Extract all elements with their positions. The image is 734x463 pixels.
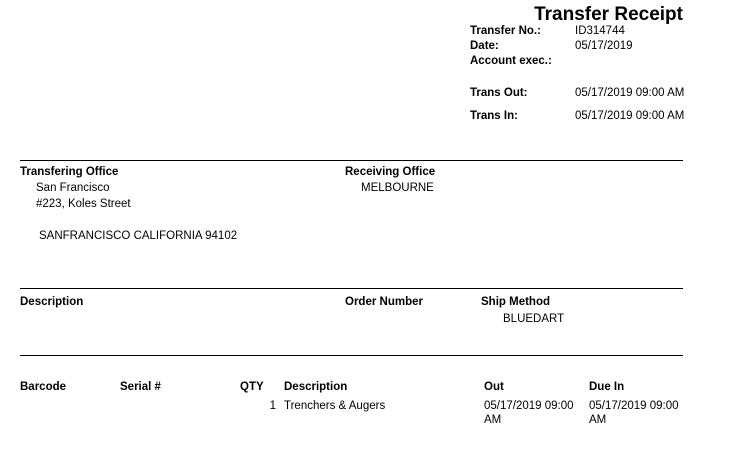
meta-row-trans-in xyxy=(470,109,685,124)
meta-label-transfer-no: Transfer No.: xyxy=(470,25,541,37)
divider-summary-top xyxy=(20,288,683,289)
meta-label-account-exec: Account exec.: xyxy=(470,55,552,67)
transferring-office-block xyxy=(20,166,340,212)
cell-serial xyxy=(120,399,240,427)
meta-value-trans-out: 05/17/2019 09:00 AM xyxy=(575,87,685,99)
summary-order-number-heading: Order Number xyxy=(345,296,423,308)
transferring-office-full-address: SANFRANCISCO CALIFORNIA 94102 xyxy=(39,230,238,242)
meta-row-transfer-no xyxy=(470,24,685,39)
meta-value-transfer-no: ID314744 xyxy=(575,25,625,37)
header-meta-block xyxy=(470,24,685,124)
column-header-serial: Serial # xyxy=(120,381,161,393)
column-header-qty: QTY xyxy=(240,381,264,393)
column-header-due-in: Due In xyxy=(589,381,625,393)
cell-due-in: 05/17/2019 09:00 AM xyxy=(589,400,679,426)
cell-out: 05/17/2019 09:00 AM xyxy=(484,400,574,426)
meta-spacer xyxy=(470,69,685,86)
column-header-out: Out xyxy=(484,381,504,393)
receiving-office-heading: Receiving Office xyxy=(345,166,436,178)
meta-label-date: Date: xyxy=(470,40,499,52)
meta-value-date: 05/17/2019 xyxy=(575,40,633,52)
items-table-header-row xyxy=(20,381,683,399)
page-title: Transfer Receipt xyxy=(534,4,683,25)
transferring-office-heading: Transfering Office xyxy=(20,166,119,178)
summary-ship-method-heading: Ship Method xyxy=(481,296,550,308)
receiving-office-name: MELBOURNE xyxy=(361,182,434,194)
meta-label-trans-in: Trans In: xyxy=(470,110,518,122)
meta-value-trans-in: 05/17/2019 09:00 AM xyxy=(575,110,685,122)
summary-description-heading: Description xyxy=(20,296,84,308)
column-header-barcode: Barcode xyxy=(20,381,67,393)
cell-description: Trenchers & Augers xyxy=(284,400,386,412)
meta-row-account-exec xyxy=(470,54,685,69)
table-row xyxy=(20,399,683,427)
transferring-office-street: #223, Koles Street xyxy=(36,198,131,210)
cell-barcode xyxy=(20,399,120,427)
meta-row-trans-out xyxy=(470,86,685,101)
receiving-office-block xyxy=(345,166,645,196)
summary-ship-method-value: BLUEDART xyxy=(503,313,565,325)
transferring-office-name: San Francisco xyxy=(36,182,110,194)
items-table xyxy=(20,381,683,427)
meta-label-trans-out: Trans Out: xyxy=(470,87,528,99)
meta-row-date xyxy=(470,39,685,54)
divider-offices-top xyxy=(20,160,683,161)
divider-items-top xyxy=(20,355,683,356)
column-header-description: Description xyxy=(284,381,348,393)
cell-qty: 1 xyxy=(269,400,276,412)
